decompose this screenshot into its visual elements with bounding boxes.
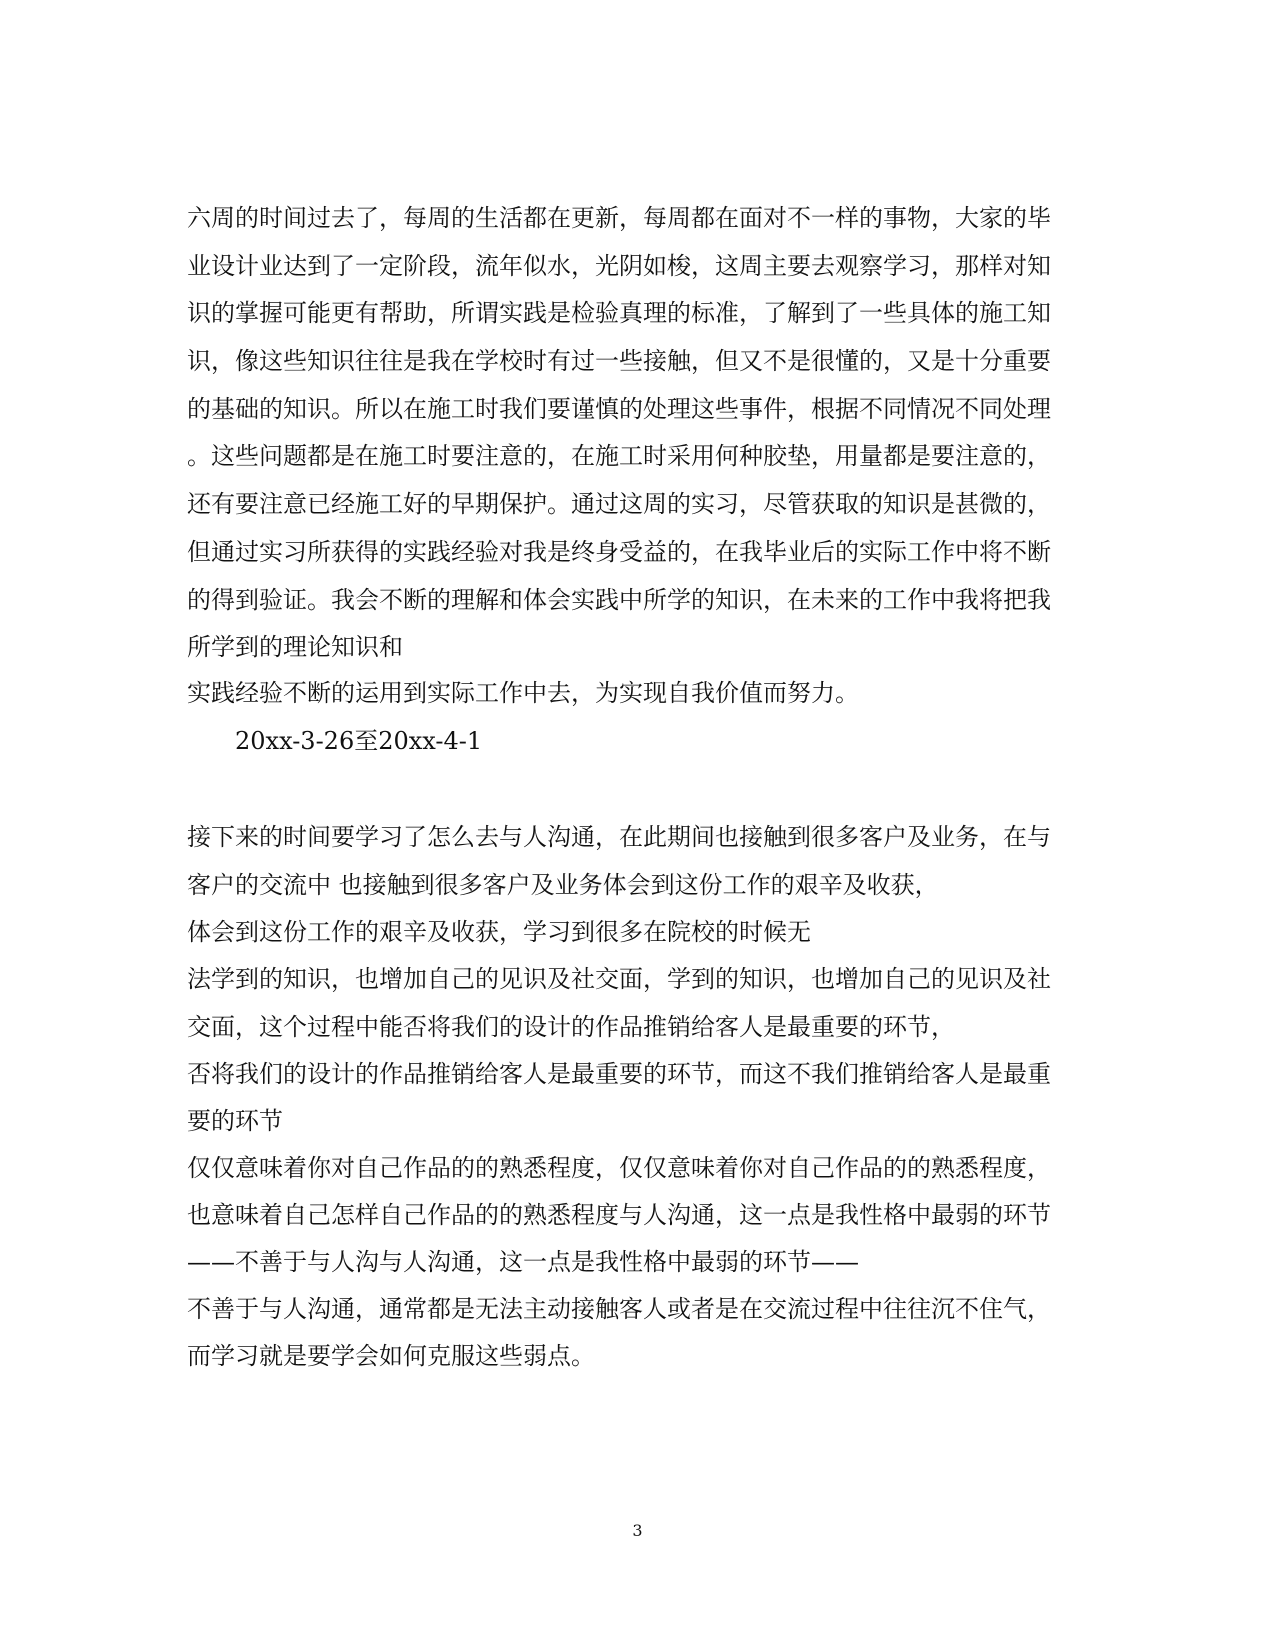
paragraph-line: 也意味着自己怎样自己作品的的熟悉程度与人沟通，这一点是我性格中最弱的环节 <box>187 1201 1051 1229</box>
paragraph-line: 法学到的知识，也增加自己的见识及社交面，学到的知识，也增加自己的见识及社 <box>187 965 1051 993</box>
paragraph-line: 实践经验不断的运用到实际工作中去，为实现自我价值而努力。 <box>187 679 859 707</box>
paragraph-line: 交面，这个过程中能否将我们的设计的作品推销给客人是最重要的环节， <box>187 1013 955 1041</box>
paragraph-line: 还有要注意已经施工好的早期保护。通过这周的实习，尽管获取的知识是甚微的， <box>187 490 1051 518</box>
paragraph-line: 不善于与人沟通，通常都是无法主动接触客人或者是在交流过程中往往沉不住气， <box>187 1295 1051 1323</box>
paragraph-line: 要的环节 <box>187 1107 283 1135</box>
paragraph-line: 否将我们的设计的作品推销给客人是最重要的环节，而这不我们推销给客人是最重 <box>187 1060 1051 1088</box>
date-range: 20xx-3-26至20xx-4-1 <box>235 727 483 755</box>
paragraph-line: 体会到这份工作的艰辛及收获，学习到很多在院校的时候无 <box>187 918 811 946</box>
paragraph-line: 所学到的理论知识和 <box>187 633 403 661</box>
paragraph-line: 的基础的知识。所以在施工时我们要谨慎的处理这些事件，根据不同情况不同处理 <box>187 395 1051 423</box>
paragraph-line: 的得到验证。我会不断的理解和体会实践中所学的知识，在未来的工作中我将把我 <box>187 586 1051 614</box>
paragraph-line: 识的掌握可能更有帮助，所谓实践是检验真理的标准，了解到了一些具体的施工知 <box>187 299 1051 327</box>
paragraph-line: 六周的时间过去了，每周的生活都在更新，每周都在面对不一样的事物，大家的毕 <box>187 204 1051 232</box>
paragraph-line: 客户的交流中 也接触到很多客户及业务体会到这份工作的艰辛及收获， <box>187 871 939 899</box>
paragraph-line: 仅仅意味着你对自己作品的的熟悉程度，仅仅意味着你对自己作品的的熟悉程度， <box>187 1154 1051 1182</box>
paragraph-line: 业设计业达到了一定阶段，流年似水，光阴如梭，这周主要去观察学习，那样对知 <box>187 252 1051 280</box>
paragraph-line: ——不善于与人沟与人沟通，这一点是我性格中最弱的环节—— <box>187 1248 859 1276</box>
paragraph-line: 接下来的时间要学习了怎么去与人沟通，在此期间也接触到很多客户及业务，在与 <box>187 823 1051 851</box>
paragraph-line: 识，像这些知识往往是我在学校时有过一些接触，但又不是很懂的，又是十分重要 <box>187 347 1051 375</box>
page-number: 3 <box>632 1521 643 1540</box>
paragraph-line: 但通过实习所获得的实践经验对我是终身受益的，在我毕业后的实际工作中将不断 <box>187 538 1051 566</box>
paragraph-line: 而学习就是要学会如何克服这些弱点。 <box>187 1342 595 1370</box>
paragraph-line: 。这些问题都是在施工时要注意的，在施工时采用何种胶垫，用量都是要注意的， <box>187 442 1051 470</box>
